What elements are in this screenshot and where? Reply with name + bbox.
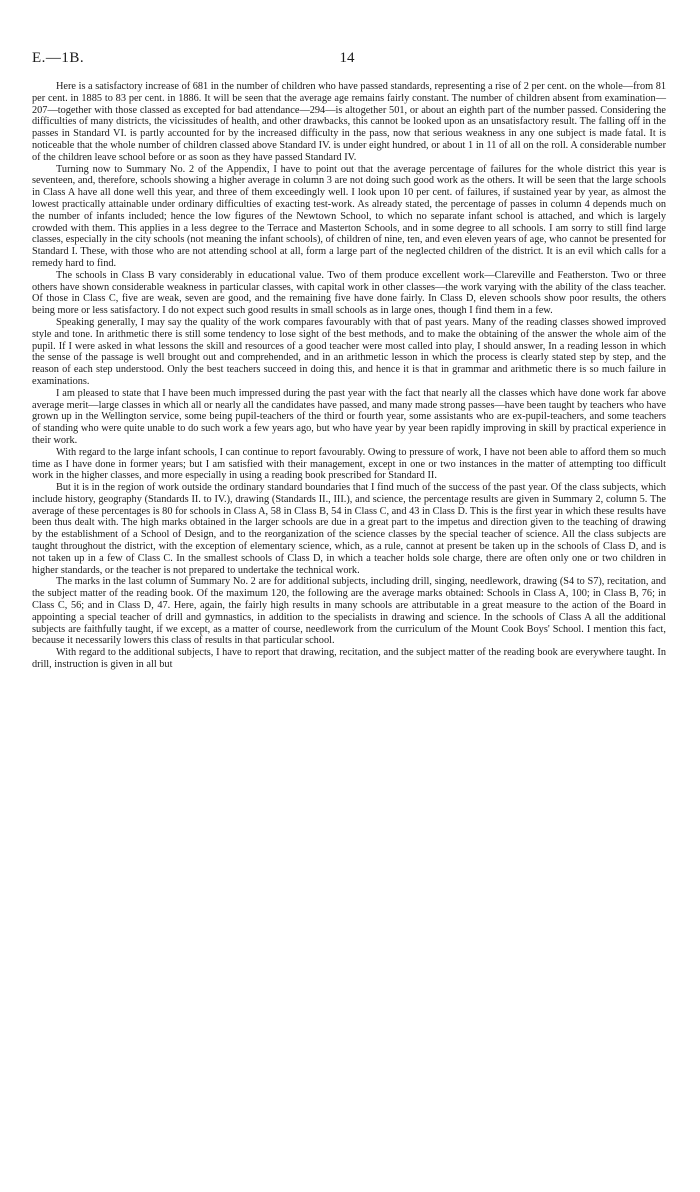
- paragraph: I am pleased to state that I have been much impressed during the past year with the fact that nearly all the classes which have done work far above average merit—large classes in which all or nearly all the candidates have passed, and many made strong passes—have been taught by teachers who have grown up in the Wellington service, some being pupil-teachers of the third or fourth year, some assistants who are ex-pupil-teachers, and some teachers of standing who were quite unable to do such work a few years ago, but who have year by year been rapidly improving in skill by practical experience in their work.: [32, 387, 666, 446]
- paragraph: The marks in the last column of Summary No. 2 are for additional subjects, including drill, singing, needlework, drawing (S4 to S7), recitation, and the subject matter of the reading book. Of the maximum 120, the following are the average marks obtained: Schools in Class A, 100; in Class B, 76; in Class C, 56; and in Class D, 47. Here, again, the fairly high results in many schools are attributable in a great measure to the action of the Board in appointing a special teacher of drill and gymnastics, in addition to the specialists in drawing and science. In the schools of Class A all the additional subjects are faithfully taught, if we except, as a matter of course, needlework from the curriculum of the Mount Cook Boys' School. I mention this fact, because it necessarily lowers this class of results in that particular school.: [32, 576, 666, 647]
- document-reference: E.—1B.: [32, 50, 85, 66]
- paragraph: Here is a satisfactory increase of 681 in the number of children who have passed standards, representing a rise of 2 per cent. on the whole—from 81 per cent. in 1885 to 83 per cent. in 1886. It will be seen that the average age remains fairly constant. The number of children absent from examination—207—together with those classed as excepted for bad attendance—294—is altogether 501, or about an eighth part of the number passed. Considering the difficulties of many districts, the vicissitudes of health, and other drawbacks, this cannot be looked upon as an unsatisfactory result. The falling off in the passes in Standard VI. is partly accounted for by the increased difficulty in the pass, now that serious weakness in any one subject is made fatal. It is noticeable that the whole number of children classed above Standard IV. is under eight hundred, or about 1 in 11 of all on the roll. A considerable number of the children leave school before or as soon as they have passed Standard IV.: [32, 81, 666, 163]
- paragraph: The schools in Class B vary considerably in educational value. Two of them produce excellent work—Clareville and Featherston. Two or three others have shown considerable weakness in particular classes, with capital work in other classes—the work varying with the ability of the class teacher. Of those in Class C, five are weak, seven are good, and the remaining five have done fairly. In Class D, eleven schools show poor results, the others being more or less satisfactory. I do not expect such good results in small schools as in large ones, though I find them in a few.: [32, 269, 666, 317]
- paragraph: With regard to the additional subjects, I have to report that drawing, recitation, and the subject matter of the reading book are everywhere taught. In drill, instruction is given in all but: [32, 647, 666, 671]
- report-body: [32, 81, 666, 671]
- paragraph: Turning now to Summary No. 2 of the Appendix, I have to point out that the average percentage of failures for the whole district this year is seventeen, and, therefore, schools showing a higher average in column 3 are not doing such good work as the others. It will be seen that the large schools in Class A have all done well this year, and three of them exceedingly well. I look upon 10 per cent. of failures, if sustained year by year, as almost the lowest practically attainable under ordinary difficulties of exacting test-work. As already stated, the percentage of passes in column 4 depends much on the number of infants included; hence the low figures of the Newtown School, to which no separate infant school is attached, and which is largely crowded with them. This applies in a less degree to the Terrace and Masterton Schools, and in some degree to all schools. I am sorry to still find large classes, especially in the city schools (not meaning the infant schools), of children of nine, ten, and even eleven years of age, who cannot be presented for Standard I. These, with those who are not attending school at all, form a large part of the neglected children of the district. It is an evil which calls for a remedy hard to find.: [32, 163, 666, 269]
- paragraph: But it is in the region of work outside the ordinary standard boundaries that I find much of the success of the past year. Of the class subjects, which include history, geography (Standards II. to IV.), drawing (Standards II., III.), and science, the percentage results are given in Summary 2, column 5. The average of these percentages is 80 for schools in Class A, 58 in Class B, 54 in Class C, and 43 in Class D. This is the first year in which these results have been thus dealt with. The high marks obtained in the larger schools are due in a great part to the impetus and direction given to the teaching of drawing by the establishment of a School of Design, and to the reorganization of the science classes by the special teacher of science. All the class subjects are taught throughout the district, with the exception of elementary science, which, as a rule, cannot at present be taken up in the schools of Class D, and is not taken up in a few of Class C. In the smallest schools of Class D, in which a teacher holds sole charge, there are often only one or two children in higher standards, or the teacher is not prepared to undertake the technical work.: [32, 482, 666, 576]
- paragraph: With regard to the large infant schools, I can continue to report favourably. Owing to pressure of work, I have not been able to afford them so much time as I have done in former years; but I am satisfied with their management, except in one or two instances in the matter of attempting too difficult work in the higher classes, and more especially in using a reading book prescribed for Standard II.: [32, 446, 666, 482]
- page-header: [32, 50, 662, 70]
- page-number: 14: [339, 50, 355, 66]
- paragraph: Speaking generally, I may say the quality of the work compares favourably with that of past years. Many of the reading classes showed improved style and tone. In arithmetic there is still some tendency to lose sight of the best methods, and to make the obtaining of the answer the whole aim of the pupil. If I were asked in what lessons the skill and resources of a good teacher were most called into play, I should answer, In a reading lesson in which the sense of the passage is well brought out and comprehended, and in an arithmetic lesson in which the process is clearly stated step by step, and the reason of each step understood. Only the best teachers succeed in doing this, and hence it is that in grammar and arithmetic there is so much failure in examinations.: [32, 316, 666, 387]
